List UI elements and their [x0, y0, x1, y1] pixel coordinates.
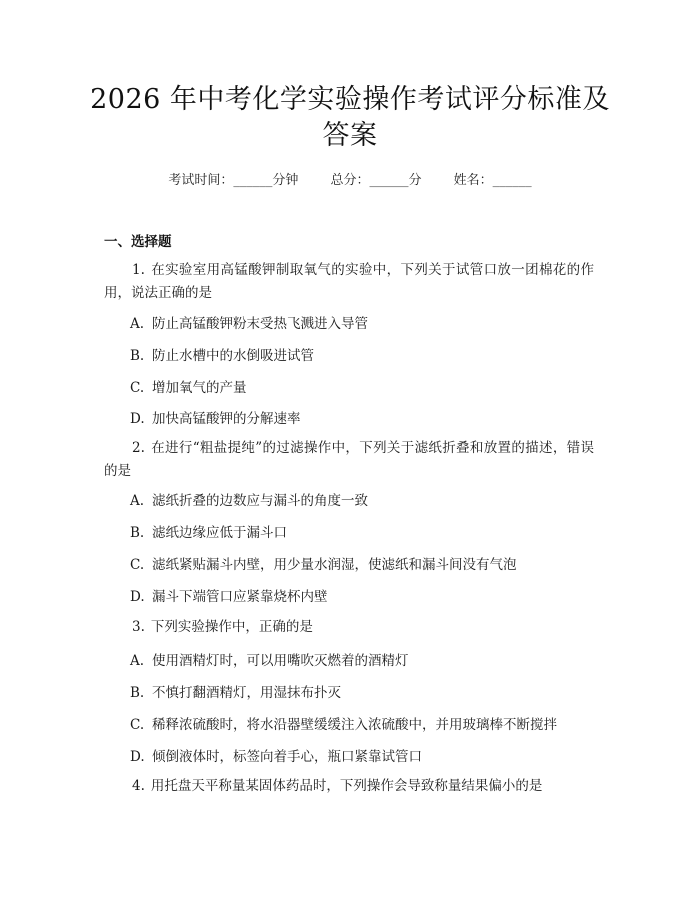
option-letter: A.: [130, 653, 145, 669]
document-title: 2026 年中考化学实验操作考试评分标准及答案: [90, 84, 610, 151]
question-text: 用托盘天平称量某固体药品时，下列操作会导致称量结果偏小的是: [150, 778, 543, 794]
option-text: 使用酒精灯时，可以用嘴吹灭燃着的酒精灯: [152, 653, 409, 669]
option-text: 稀释浓硫酸时，将水沿器壁缓缓注入浓硫酸中，并用玻璃棒不断搅拌: [152, 717, 557, 733]
question-2: [104, 437, 594, 483]
option-text: 防止水槽中的水倒吸进试管: [152, 348, 314, 364]
question-4: [104, 775, 594, 798]
option-letter: D.: [130, 589, 145, 605]
option-letter: C.: [130, 557, 145, 573]
question-2-option-b: [130, 523, 287, 543]
option-text: 倾倒液体时，标签向着手心，瓶口紧靠试管口: [152, 749, 422, 765]
question-3: [104, 616, 594, 639]
option-text: 防止高锰酸钾粉末受热飞溅进入导管: [152, 316, 368, 332]
question-text: 在进行“粗盐提纯”的过滤操作中，下列关于滤纸折叠和放置的描述，错误的是: [104, 440, 594, 479]
exam-time: 考试时间：______分钟: [168, 173, 299, 188]
question-2-option-c: [130, 555, 517, 575]
question-text: 在实验室用高锰酸钾制取氧气的实验中，下列关于试管口放一团棉花的作用，说法正确的是: [104, 262, 594, 301]
option-text: 不慎打翻酒精灯，用湿抹布扑灭: [152, 685, 341, 701]
exam-total-score: 总分：______分: [330, 173, 422, 188]
question-1-option-b: [130, 346, 314, 366]
question-1-option-a: [130, 314, 368, 334]
question-number: 3.: [132, 619, 145, 635]
option-text: 滤纸紧贴漏斗内壁，用少量水润湿，使滤纸和漏斗间没有气泡: [152, 557, 517, 573]
option-text: 滤纸折叠的边数应与漏斗的角度一致: [152, 493, 368, 509]
question-number: 2.: [132, 440, 145, 456]
option-letter: B.: [130, 525, 145, 541]
option-text: 漏斗下端管口应紧靠烧杯内壁: [152, 589, 328, 605]
question-3-option-b: [130, 683, 341, 703]
option-letter: A.: [130, 493, 145, 509]
option-letter: D.: [130, 749, 145, 765]
question-1-option-c: [130, 378, 247, 398]
question-2-option-d: [130, 587, 328, 607]
question-1-option-d: [130, 409, 301, 429]
option-text: 滤纸边缘应低于漏斗口: [152, 525, 287, 541]
question-1: [104, 259, 594, 305]
option-letter: D.: [130, 411, 145, 427]
option-letter: A.: [130, 316, 145, 332]
question-3-option-a: [130, 651, 409, 671]
question-3-option-c: [130, 715, 557, 735]
option-letter: B.: [130, 685, 145, 701]
question-number: 4.: [132, 778, 145, 794]
option-text: 加快高锰酸钾的分解速率: [152, 411, 301, 427]
option-text: 增加氧气的产量: [152, 380, 247, 396]
question-text: 下列实验操作中，正确的是: [150, 619, 313, 635]
option-letter: B.: [130, 348, 145, 364]
question-3-option-d: [130, 747, 422, 767]
exam-meta: [0, 169, 700, 188]
option-letter: C.: [130, 717, 145, 733]
question-number: 1.: [132, 262, 145, 278]
section-title: 一、选择题: [104, 234, 172, 250]
option-letter: C.: [130, 380, 145, 396]
exam-name: 姓名：______: [453, 173, 532, 188]
question-2-option-a: [130, 491, 368, 511]
